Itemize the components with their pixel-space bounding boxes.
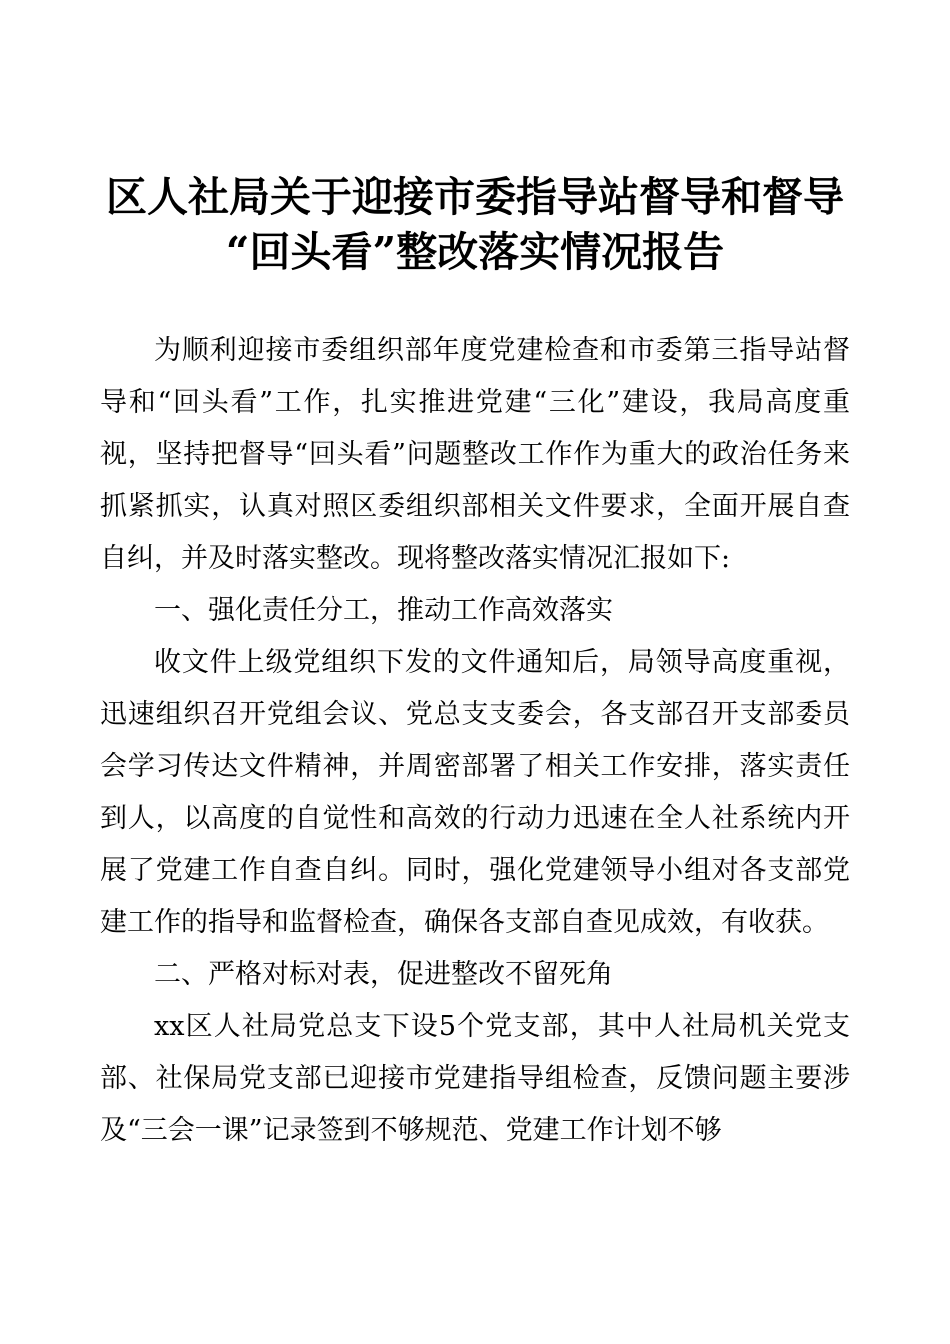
intro-paragraph: 为顺利迎接市委组织部年度党建检查和市委第三指导站督导和“回头看”工作，扎实推进党建“三化”建设，我局高度重视，坚持把督导“回头看”问题整改工作作为重大的政治任务来抓紧抓实，认真对照区委组织部相关文件要求，全面开展自查自纠，并及时落实整改。现将整改落实情况汇报如下: (100, 335, 850, 574)
title-line-2: “回头看”整改落实情况报告 (225, 228, 725, 276)
document-title (80, 170, 870, 280)
title-line-1: 区人社局关于迎接市委指导站督导和督导 (106, 173, 844, 221)
section-heading-1: 一、强化责任分工，推动工作高效落实 (154, 595, 613, 626)
section-2-paragraph: xx区人社局党总支下设5个党支部，其中人社局机关党支部、社保局党支部已迎接市党建指导组检查，反馈问题主要涉及“三会一课”记录签到不够规范、党建工作计划不够 (100, 1011, 850, 1146)
document-body (100, 325, 850, 1157)
section-1-paragraph: 收文件上级党组织下发的文件通知后，局领导高度重视，迅速组织召开党组会议、党总支支委会，各支部召开支部委员会学习传达文件精神，并周密部署了相关工作安排，落实责任到人，以高度的自觉性和高效的行动力迅速在全人社系统内开展了党建工作自查自纠。同时，强化党建领导小组对各支部党建工作的指导和监督检查，确保各支部自查见成效，有收获。 (100, 647, 850, 938)
section-heading-2: 二、严格对标对表，促进整改不留死角 (154, 959, 613, 990)
